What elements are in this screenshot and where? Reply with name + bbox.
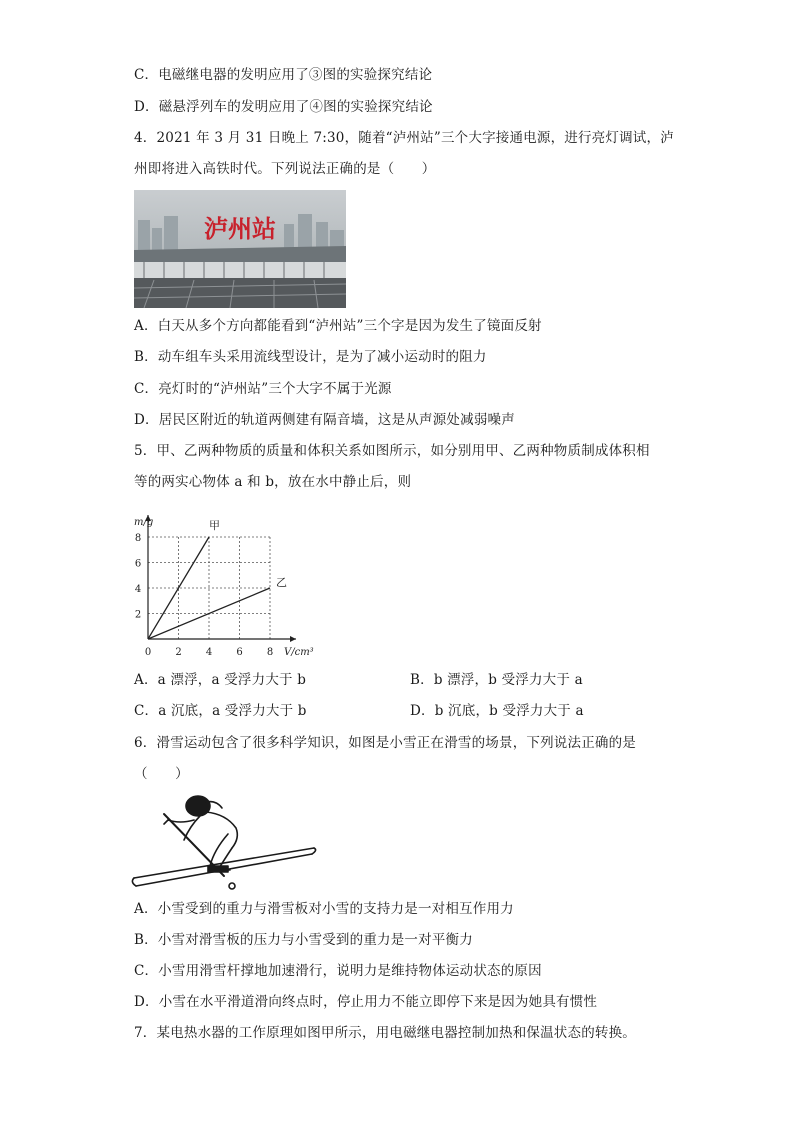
- skier-drawing: [128, 790, 318, 890]
- station-illustration: [134, 190, 346, 308]
- mass-volume-chart: [124, 505, 324, 663]
- chart-series-label: 甲: [209, 519, 220, 532]
- q5-stem-line2: 等的两实心物体 a 和 b，放在水中静止后，则: [134, 474, 412, 490]
- q6-option-a: A．小雪受到的重力与滑雪板对小雪的支持力是一对相互作用力: [134, 901, 514, 917]
- chart-x-tick-label: 2: [175, 647, 182, 658]
- q5-stem-line1: 5．甲、乙两种物质的质量和体积关系如图所示，如分别用甲、乙两种物质制成体积相: [134, 443, 650, 459]
- q3-option-c: C．电磁继电器的发明应用了③图的实验探究结论: [134, 67, 433, 83]
- q6-stem-line1: 6．滑雪运动包含了很多科学知识，如图是小雪正在滑雪的场景，下列说法正确的是: [134, 735, 636, 751]
- q6-stem-line2: （ ）: [134, 766, 189, 782]
- chart-x-axis-arrow: [290, 636, 296, 642]
- chart-y-axis-label: m/g: [134, 517, 154, 528]
- q7-stem-line1: 7．某电热水器的工作原理如图甲所示，用电磁继电器控制加热和保温状态的转换。: [134, 1025, 636, 1041]
- q4-option-d: D．居民区附近的轨道两侧建有隔音墙，这是从声源处减弱噪声: [134, 412, 515, 428]
- chart-svg: [124, 505, 324, 663]
- chart-x-tick-label: 0: [144, 647, 152, 658]
- chart-series-line: [148, 588, 270, 639]
- q6-option-b: B．小雪对滑雪板的压力与小雪受到的重力是一对平衡力: [134, 932, 473, 948]
- chart-series-label: 乙: [276, 576, 287, 589]
- chart-y-tick-label: 2: [134, 609, 142, 621]
- chart-y-tick-label: 8: [134, 533, 142, 544]
- q5-option-c: C．a 沉底，a 受浮力大于 b: [134, 703, 307, 719]
- q5-option-d: D．b 沉底，b 受浮力大于 a: [410, 703, 584, 719]
- chart-y-tick-label: 6: [134, 558, 142, 570]
- chart-x-tick-label: 4: [205, 647, 213, 658]
- skier-illustration: [128, 790, 318, 890]
- q4-stem-line1: 4．2021 年 3 月 31 日晚上 7:30，随着“泸州站”三个大字接通电源，进行亮灯调试，泸: [134, 130, 674, 146]
- chart-x-axis-label: V/cm³: [284, 647, 314, 658]
- luzhou-station-photo: [134, 190, 346, 308]
- chart-y-tick-label: 4: [134, 584, 142, 595]
- chart-x-tick-label: 8: [266, 647, 274, 658]
- q4-option-a: A．白天从多个方向都能看到“泸州站”三个字是因为发生了镜面反射: [134, 318, 542, 334]
- chart-x-tick-label: 6: [236, 647, 243, 658]
- q4-option-b: B．动车组车头采用流线型设计，是为了减小运动时的阻力: [134, 349, 487, 365]
- q5-option-b: B．b 漂浮，b 受浮力大于 a: [410, 672, 583, 688]
- station-sign-text: 泸州站: [204, 215, 276, 243]
- q4-option-c: C．亮灯时的“泸州站”三个大字不属于光源: [134, 381, 392, 397]
- q4-stem-line2: 州即将进入高铁时代。下列说法正确的是（ ）: [134, 161, 436, 177]
- q6-option-c: C．小雪用滑雪杆撑地加速滑行，说明力是维持物体运动状态的原因: [134, 963, 542, 979]
- q5-option-a: A．a 漂浮，a 受浮力大于 b: [134, 672, 307, 688]
- q3-option-d: D．磁悬浮列车的发明应用了④图的实验探究结论: [134, 99, 433, 115]
- q6-option-d: D．小雪在水平滑道滑向终点时，停止用力不能立即停下来是因为她具有惯性: [134, 994, 598, 1010]
